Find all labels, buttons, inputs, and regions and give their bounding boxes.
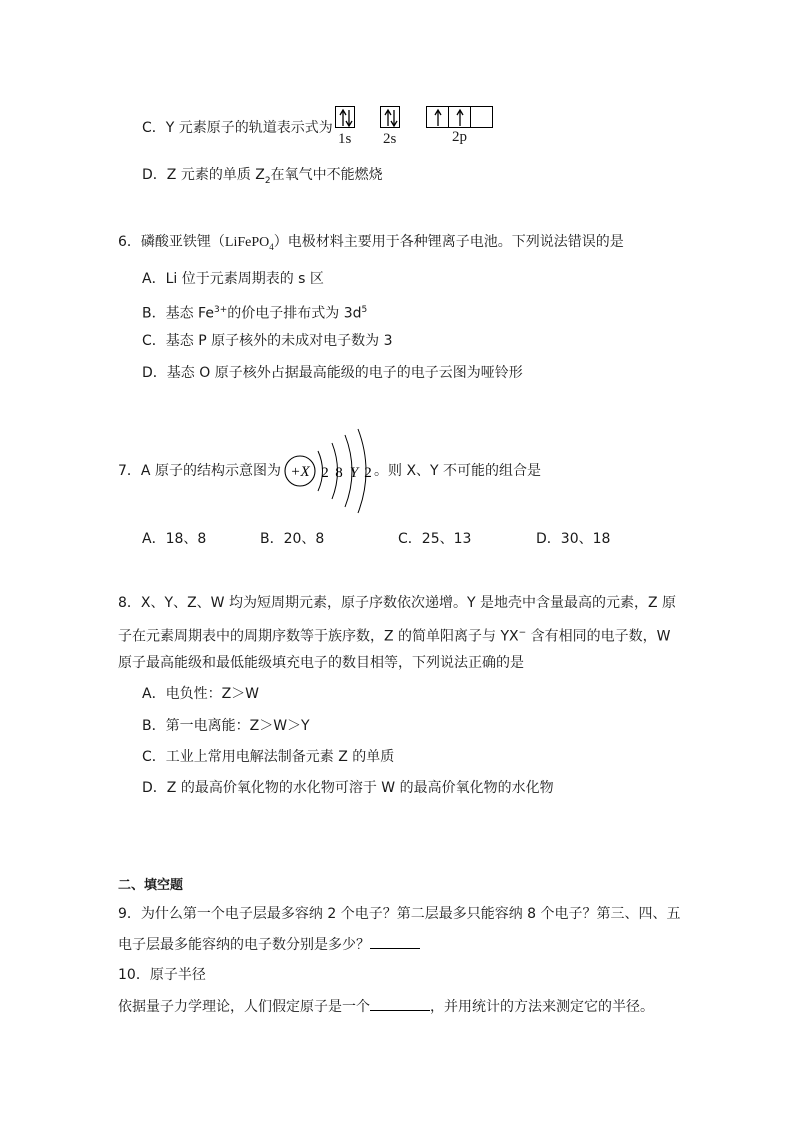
question-stem: 原子最高能级和最低能级填充电子的数目相等，下列说法正确的是 xyxy=(118,655,524,671)
subscript: 2 xyxy=(264,175,271,186)
option-letter: D． xyxy=(142,167,167,183)
option-text-tail: 在氧气中不能燃烧 xyxy=(270,167,383,183)
formula: LiFePO xyxy=(224,235,270,250)
question-number: 9． xyxy=(118,906,141,922)
option-letter: A． xyxy=(142,271,166,287)
q6-stem xyxy=(118,232,624,257)
shell-4-count: 2 xyxy=(364,465,372,481)
option-text: 30、18 xyxy=(560,531,611,547)
question-stem: X、Y、Z、W 均为短周期元素，原子序数依次递增。Y 是地壳中含量最高的元素，Z 原 xyxy=(140,595,676,611)
option-text: 基态 P 原子核外的未成对电子数为 3 xyxy=(165,333,393,349)
option-text: 工业上常用电解法制备元素 Z 的单质 xyxy=(165,749,395,765)
question-stem-tail: ）电极材料主要用于各种锂离子电池。下列说法错误的是 xyxy=(273,234,624,250)
q8-stem-line-1 xyxy=(118,593,676,613)
section-title: 二、填空题 xyxy=(118,878,184,893)
option-text: 第一电离能：Z＞W＞Y xyxy=(165,718,310,734)
answer-blank[interactable] xyxy=(370,934,420,949)
question-stem-tail: 含有相同的电子数，W xyxy=(526,628,671,645)
orbital-box-2p-1 xyxy=(426,106,449,128)
q8-option-d xyxy=(142,778,554,798)
option-text: Y 元素原子的轨道表示式为 xyxy=(165,120,333,136)
question-stem: 子在元素周期表中的周期序数等于族序数，Z 的简单阳离子与 YX xyxy=(118,628,519,645)
q7-option-a xyxy=(142,529,206,549)
q8-stem-line-2 xyxy=(118,623,670,647)
option-letter: B． xyxy=(142,718,166,734)
question-number: 8． xyxy=(118,595,141,611)
question-stem: A 原子的结构示意图为 xyxy=(140,463,281,479)
q7-option-d xyxy=(536,529,610,549)
question-stem-tail: ，并用统计的方法来测定它的半径。 xyxy=(430,999,654,1015)
shell-1-count: 2 xyxy=(321,465,329,481)
option-letter: C． xyxy=(398,531,422,547)
question-number: 6． xyxy=(118,234,141,250)
option-text: 20、8 xyxy=(283,531,325,547)
option-letter: A． xyxy=(142,531,166,547)
shell-3-count: Y xyxy=(349,465,359,481)
question-stem-tail: 。则 X、Y 不可能的组合是 xyxy=(374,463,542,479)
q8-option-c xyxy=(142,747,394,767)
up-electron-icon xyxy=(427,107,450,129)
q8-stem-line-3 xyxy=(118,653,524,673)
q7-stem-before xyxy=(118,461,281,481)
paired-electrons-icon xyxy=(381,107,401,129)
formula-subscript: 4 xyxy=(269,241,274,252)
option-letter: C． xyxy=(142,333,166,349)
option-text: 基态 O 原子核外占据最高能级的电子的电子云图为哑铃形 xyxy=(166,365,523,381)
q7-option-b xyxy=(260,529,324,549)
q6-option-d xyxy=(142,363,523,383)
q6-option-a xyxy=(142,269,324,289)
option-letter: C． xyxy=(142,120,166,136)
orbital-box-1s xyxy=(335,106,355,128)
option-text-mid: 的价电子排布式为 3d xyxy=(227,305,362,322)
nucleus-label: +X xyxy=(290,464,310,480)
option-text: Li 位于元素周期表的 s 区 xyxy=(165,271,324,287)
paired-electrons-icon xyxy=(336,107,356,129)
option-letter: D． xyxy=(142,780,167,796)
option-text: 电负性：Z＞W xyxy=(165,686,260,702)
option-text: 18、8 xyxy=(165,531,207,547)
up-electron-icon xyxy=(449,107,472,129)
q10-title xyxy=(118,965,206,985)
q7-stem-after xyxy=(374,461,541,481)
q6-option-b xyxy=(142,300,367,324)
question-stem: 为什么第一个电子层最多容纳 2 个电子？第二层最多只能容纳 8 个电子？第三、四、五 xyxy=(140,906,681,922)
orbital-box-2p-3 xyxy=(470,106,493,128)
q5-option-c xyxy=(142,118,333,138)
superscript: 3+ xyxy=(213,305,228,315)
question-stem: 电子层最多能容纳的电子数分别是多少？ xyxy=(118,937,370,953)
orbital-label-2p: 2p xyxy=(452,129,467,145)
q10-line xyxy=(118,996,654,1017)
shell-2-count: 8 xyxy=(335,465,343,481)
superscript: − xyxy=(518,628,527,638)
option-text: 25、13 xyxy=(421,531,472,547)
superscript: 5 xyxy=(361,305,368,315)
orbital-box-2s xyxy=(380,106,400,128)
question-stem: 磷酸亚铁锂（ xyxy=(140,234,225,250)
q7-option-c xyxy=(398,529,471,549)
option-letter: A． xyxy=(142,686,166,702)
orbital-box-2p-2 xyxy=(448,106,471,128)
q9-line-2 xyxy=(118,934,420,955)
option-letter: B． xyxy=(142,305,166,322)
orbital-label-2s: 2s xyxy=(383,131,397,147)
atomic-structure-diagram xyxy=(280,425,380,517)
question-title: 原子半径 xyxy=(149,967,206,983)
answer-blank[interactable] xyxy=(370,996,430,1011)
orbital-label-1s: 1s xyxy=(338,131,352,147)
option-text: 基态 Fe xyxy=(165,305,214,322)
question-number: 7． xyxy=(118,463,141,479)
q8-option-b xyxy=(142,716,310,736)
option-letter: D． xyxy=(142,365,167,381)
question-number: 10． xyxy=(118,967,150,983)
q8-option-a xyxy=(142,684,259,704)
option-text: Z 的最高价氧化物的水化物可溶于 W 的最高价氧化物的水化物 xyxy=(166,780,554,796)
option-letter: B． xyxy=(260,531,284,547)
option-letter: C． xyxy=(142,749,166,765)
q5-option-d xyxy=(142,165,383,191)
option-letter: D． xyxy=(536,531,561,547)
q6-option-c xyxy=(142,331,392,351)
option-text: Z 元素的单质 Z xyxy=(166,167,265,183)
question-stem: 依据量子力学理论，人们假定原子是一个 xyxy=(118,999,370,1015)
q9-line-1 xyxy=(118,904,681,924)
